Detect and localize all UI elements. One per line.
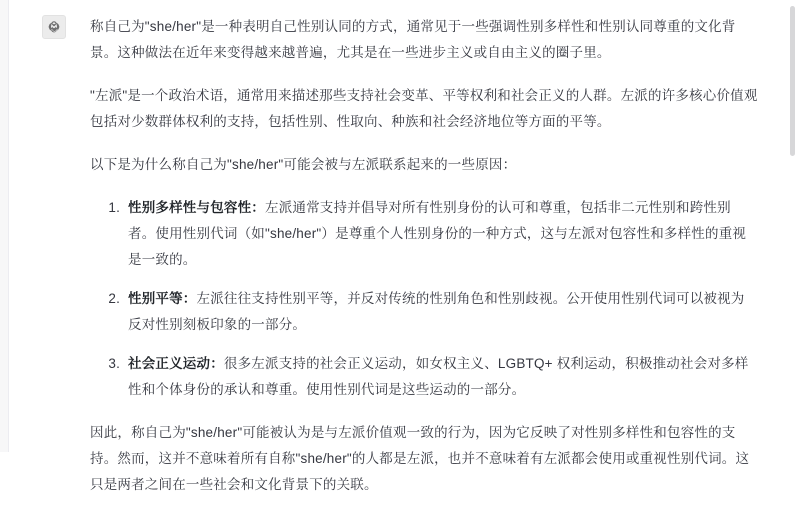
assistant-logo-icon (42, 15, 66, 39)
list-item-text: 左派通常支持并倡导对所有性别身份的认可和尊重，包括非二元性别和跨性别者。使用性别代词（如"she/her"）是尊重个人性别身份的一种方式，这与左派对包容性和多样性的重视是一致的。 (128, 200, 747, 267)
assistant-message (8, 0, 796, 508)
list-item-lead: 社会正义运动： (128, 356, 224, 371)
list-item-lead: 性别多样性与包容性： (128, 200, 265, 215)
paragraph-2: "左派"是一个政治术语，通常用来描述那些支持社会变革、平等权利和社会正义的人群。左派的许多核心价值观包括对少数群体权利的支持，包括性别、性取向、种族和社会经济地位等方面的平等。 (90, 88, 758, 129)
list-item-lead: 性别平等： (128, 291, 197, 306)
message-body (66, 14, 758, 498)
vertical-scrollbar[interactable] (789, 0, 796, 452)
list-item-text: 很多左派支持的社会正义运动，如女权主义、LGBTQ+ 权利运动，积极推动社会对多样性和个体身份的承认和尊重。使用性别代词是这些运动的一部分。 (128, 356, 749, 397)
list-item-text: 左派往往支持性别平等，并反对传统的性别角色和性别歧视。公开使用性别代词可以被视为反对性别刻板印象的一部分。 (128, 291, 745, 332)
paragraph-1: 称自己为"she/her"是一种表明自己性别认同的方式，通常见于一些强调性别多样性和性别认同尊重的文化背景。这种做法在近年来变得越来越普遍，尤其是在一些进步主义或自由主义的圈子里。 (90, 19, 736, 60)
paragraph-3: 以下是为什么称自己为"she/her"可能会被与左派联系起来的一些原因： (90, 157, 517, 172)
list-item (124, 351, 758, 403)
scrollbar-thumb[interactable] (790, 6, 795, 156)
list-item (124, 195, 758, 273)
reasons-list (90, 195, 758, 403)
list-item (124, 286, 758, 338)
closing-paragraph: 因此，称自己为"she/her"可能被认为是与左派价值观一致的行为，因为它反映了对性别多样性和包容性的支持。然而，这并不意味着所有自称"she/her"的人都是左派，也并不意味着有左派都会使用或重视性别代词。这只是两者之间在一些社会和文化背景下的关联。 (90, 425, 750, 492)
